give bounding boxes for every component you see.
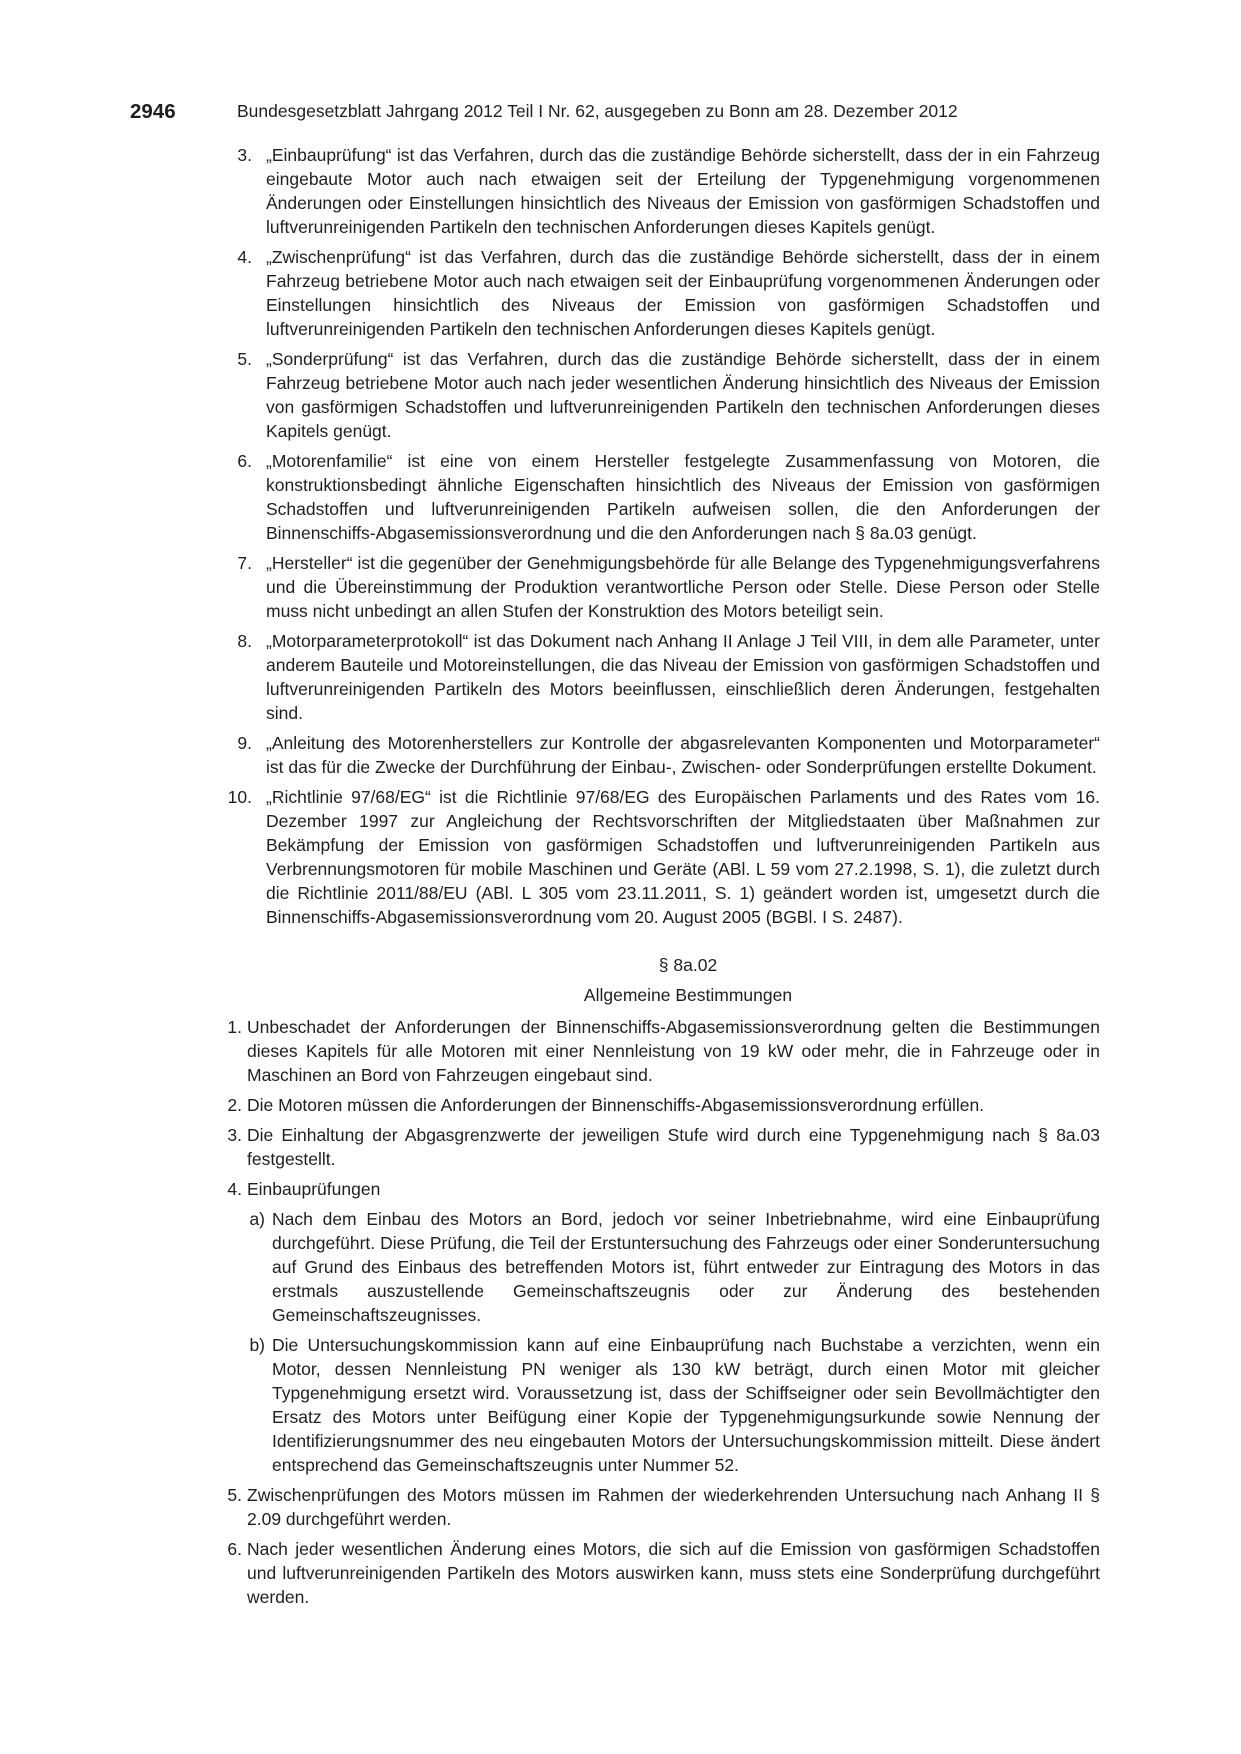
item-letter: a)	[249, 1209, 265, 1229]
paragraph-item	[227, 1483, 1100, 1531]
item-text: „Richtlinie 97/68/EG“ ist die Richtlinie 97/68/EG des Europäischen Parlaments und des Rates vom 16. Dezember 1997 zur Angleichung der Rechtsvorschriften der Mitgliedstaaten über Maßnahmen zur Bekämpfung der Emission von gasförmigen Schadstoffen und luftverunreinigenden Partikeln aus Verbrennungsmotoren für mobile Maschinen und Geräte (ABl. L 59 vom 27.2.1998, S. 1), die zuletzt durch die Richtlinie 2011/88/EU (ABl. L 305 vom 23.11.2011, S. 1) geändert worden ist, umgesetzt durch die Binnenschiffs-Abgasemissionsverordnung vom 20. August 2005 (BGBl. I S. 2487).	[266, 787, 1100, 927]
item-number: 5.	[237, 349, 252, 369]
paragraph-item	[227, 1537, 1100, 1609]
item-number: 6.	[237, 451, 252, 471]
section-number: § 8a.02	[658, 955, 718, 975]
sub-paragraph-item	[249, 1207, 1100, 1327]
definition-item	[237, 143, 1100, 239]
item-text: „Sonderprüfung“ ist das Verfahren, durch das die zuständige Behörde sicherstellt, dass der in einem Fahrzeug betriebene Motor auch nach jeder wesentlichen Änderung hinsichtlich des Niveaus der Emission von gasförmigen Schadstoffen und luftverunreinigenden Partikeln den technischen Anforderungen dieses Kapitels genügt.	[266, 349, 1100, 441]
header-title: Bundesgesetzblatt Jahrgang 2012 Teil I Nr. 62, ausgegeben zu Bonn am 28. Dezember 2012	[237, 101, 958, 121]
definition-item	[237, 551, 1100, 623]
item-text: Nach dem Einbau des Motors an Bord, jedoch vor seiner Inbetriebnahme, wird eine Einbauprüfung durchgeführt. Diese Prüfung, die Teil der Erstuntersuchung des Fahrzeugs oder einer Sonderuntersuchung auf Grund des Einbaus des betreffenden Motors ist, führt entweder zur Eintragung des Motors in das erstmals auszustellende Gemeinschaftszeugnis oder zur Änderung des bestehenden Gemeinschaftszeugnisses.	[272, 1209, 1100, 1325]
item-text: Die Einhaltung der Abgasgrenzwerte der jeweiligen Stufe wird durch eine Typgenehmigung nach § 8a.03 festgestellt.	[247, 1125, 1100, 1169]
item-text: Die Motoren müssen die Anforderungen der Binnenschiffs-Abgasemissionsverordnung erfüllen.	[247, 1095, 985, 1115]
document-body	[0, 143, 1241, 1615]
item-number: 4.	[237, 247, 252, 267]
item-number: 2.	[227, 1095, 242, 1115]
item-number: 1.	[227, 1017, 242, 1037]
definition-item	[237, 449, 1100, 545]
item-text: „Motorparameterprotokoll“ ist das Dokument nach Anhang II Anlage J Teil VIII, in dem alle Parameter, unter anderem Bauteile und Motoreinstellungen, die das Niveau der Emission von gasförmigen Schadstoffen und luftverunreinigenden Partikeln des Motors beeinflussen, einschließlich deren Änderungen, festgehalten sind.	[266, 631, 1100, 723]
item-number: 9.	[237, 733, 252, 753]
definition-item	[227, 785, 1100, 929]
item-text: „Einbauprüfung“ ist das Verfahren, durch das die zuständige Behörde sicherstellt, dass der in ein Fahrzeug eingebaute Motor auch nach etwaigen seit der Erteilung der Typgenehmigung vorgenommenen Änderungen oder Einstellungen hinsichtlich des Niveaus der Emission von gasförmigen Schadstoffen und luftverunreinigenden Partikeln den technischen Anforderungen dieses Kapitels genügt.	[266, 145, 1100, 237]
sub-paragraph-item	[249, 1333, 1100, 1477]
definition-item	[237, 629, 1100, 725]
item-number: 3.	[237, 145, 252, 165]
item-text: Zwischenprüfungen des Motors müssen im Rahmen der wiederkehrenden Untersuchung nach Anhang II § 2.09 durchgeführt werden.	[247, 1485, 1100, 1529]
item-number: 5.	[227, 1485, 242, 1505]
item-text: „Zwischenprüfung“ ist das Verfahren, durch das die zuständige Behörde sicherstellt, dass der in einem Fahrzeug betriebene Motor auch nach etwaigen seit der Einbauprüfung vorgenommenen Änderungen oder Einstellungen hinsichtlich des Niveaus der Emission von gasförmigen Schadstoffen und luftverunreinigenden Partikeln den technischen Anforderungen dieses Kapitels genügt.	[266, 247, 1100, 339]
page-header	[130, 100, 1111, 126]
item-text: „Hersteller“ ist die gegenüber der Genehmigungsbehörde für alle Belange des Typgenehmigungsverfahrens und die Übereinstimmung der Produktion verantwortliche Person oder Stelle. Diese Person oder Stelle muss nicht unbedingt an allen Stufen der Konstruktion des Motors beteiligt sein.	[266, 553, 1100, 621]
item-text: „Motorenfamilie“ ist eine von einem Hersteller festgelegte Zusammenfassung von Motoren, die konstruktionsbedingt ähnliche Eigenschaften hinsichtlich des Niveaus der Emission von gasförmigen Schadstoffen und luftverunreinigenden Partikeln aufweisen sollen, die den Anforderungen der Binnenschiffs-Abgasemissionsverordnung und die den Anforderungen nach § 8a.03 genügt.	[266, 451, 1100, 543]
page-number: 2946	[130, 100, 176, 123]
paragraph-item	[227, 1177, 1100, 1201]
item-letter: b)	[249, 1335, 265, 1355]
paragraph-item	[227, 1093, 1100, 1117]
definition-item	[237, 731, 1100, 779]
paragraph-item	[227, 1015, 1100, 1087]
item-text: Nach jeder wesentlichen Änderung eines Motors, die sich auf die Emission von gasförmigen Schadstoffen und luftverunreinigenden Partikeln des Motors auswirken kann, muss stets eine Sonderprüfung durchgeführt werden.	[247, 1539, 1100, 1607]
item-number: 4.	[227, 1179, 242, 1199]
item-number: 8.	[237, 631, 252, 651]
item-text: „Anleitung des Motorenherstellers zur Kontrolle der abgasrelevanten Komponenten und Motorparameter“ ist das für die Zwecke der Durchführung der Einbau-, Zwischen- oder Sonderprüfungen erstellte Dokument.	[266, 733, 1100, 777]
item-number: 10.	[227, 787, 252, 807]
paragraph-item	[227, 1123, 1100, 1171]
item-text: Unbeschadet der Anforderungen der Binnenschiffs-Abgasemissionsverordnung gelten die Bestimmungen dieses Kapitels für alle Motoren mit einer Nennleistung von 19 kW oder mehr, die in Fahrzeuge oder in Maschinen an Bord von Fahrzeugen eingebaut sind.	[247, 1017, 1100, 1085]
item-text: Die Untersuchungskommission kann auf eine Einbauprüfung nach Buchstabe a verzichten, wenn ein Motor, dessen Nennleistung PN weniger als 130 kW beträgt, durch einen Motor mit gleicher Typgenehmigung ersetzt wird. Voraussetzung ist, dass der Schiffseigner oder sein Bevollmächtigter den Ersatz des Motors unter Beifügung einer Kopie der Typgenehmigungsurkunde sowie Nennung der Identifizierungsnummer des neu eingebauten Motors der Untersuchungskommission mitteilt. Diese ändert entsprechend das Gemeinschaftszeugnis unter Nummer 52.	[272, 1335, 1100, 1475]
item-text: Einbauprüfungen	[247, 1179, 381, 1199]
item-number: 7.	[237, 553, 252, 573]
item-number: 6.	[227, 1539, 242, 1559]
item-number: 3.	[227, 1125, 242, 1145]
definition-item	[237, 347, 1100, 443]
section-title: Allgemeine Bestimmungen	[583, 985, 793, 1005]
definition-item	[237, 245, 1100, 341]
